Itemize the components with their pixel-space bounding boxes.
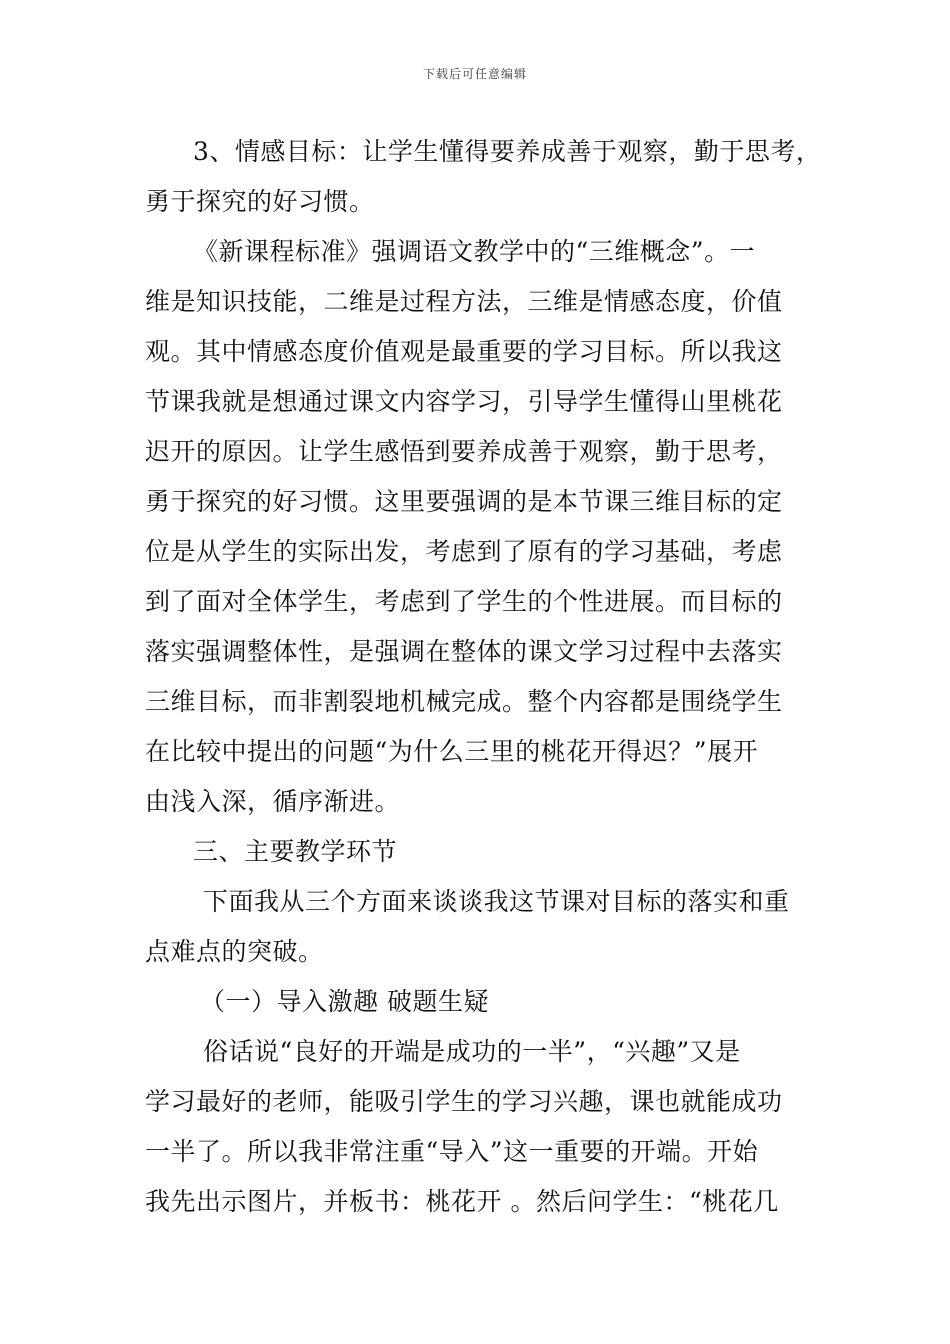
text-line: 一半了。所以我非常注重“导入”这一重要的开端。开始	[145, 1137, 759, 1166]
section-heading: 三、主要教学环节	[193, 837, 398, 866]
text-line: 我先出示图片，并板书：桃花开 。然后问学生：“桃花几	[145, 1187, 779, 1216]
text-line: 勇于探究的好习惯。这里要强调的是本节课三维目标的定	[145, 487, 783, 516]
text-line: 位是从学生的实际出发，考虑到了原有的学习基础，考虑	[145, 537, 783, 566]
text-line: 迟开的原因。让学生感悟到要养成善于观察，勤于思考，	[145, 437, 783, 466]
text-line: 到了面对全体学生，考虑到了学生的个性进展。而目标的	[145, 587, 783, 616]
text-line: 三维目标，而非割裂地机械完成。整个内容都是围绕学生	[145, 687, 783, 716]
text-line: 3、情感目标：让学生懂得要养成善于观察，勤于思考，	[193, 137, 822, 166]
text-line: 节课我就是想通过课文内容学习，引导学生懂得山里桃花	[145, 387, 783, 416]
text-line: 点难点的突破。	[145, 937, 324, 966]
page-header: 下载后可任意编辑	[422, 67, 527, 81]
text-line: 勇于探究的好习惯。	[145, 187, 375, 216]
text-line: 下面我从三个方面来谈谈我这节课对目标的落实和重	[203, 887, 790, 916]
text-line: 《新课程标准》强调语文教学中的“三维概念”。一	[193, 237, 756, 266]
subsection-heading: （一）导入激趣 破题生疑	[200, 987, 489, 1016]
text-line: 维是知识技能，二维是过程方法，三维是情感态度，价值	[145, 287, 783, 316]
text-line: 由浅入深，循序渐进。	[145, 787, 401, 816]
text-line: 俗话说“良好的开端是成功的一半”，“兴趣”又是	[203, 1037, 741, 1066]
text-line: 观。其中情感态度价值观是最重要的学习目标。所以我这	[145, 337, 783, 366]
text-line: 在比较中提出的问题“为什么三里的桃花开得迟？”展开	[145, 737, 759, 766]
text-line: 落实强调整体性，是强调在整体的课文学习过程中去落实	[145, 637, 783, 666]
text-line: 学习最好的老师，能吸引学生的学习兴趣，课也就能成功	[145, 1087, 783, 1116]
document-body	[145, 127, 822, 1227]
